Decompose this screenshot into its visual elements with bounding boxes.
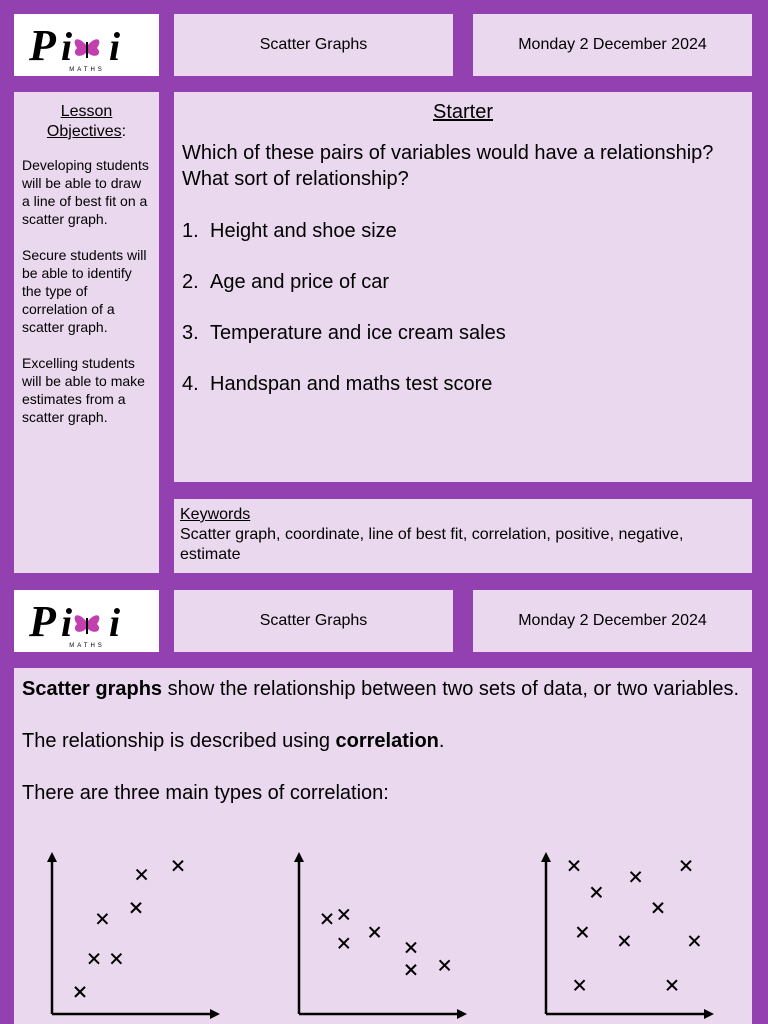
data-point-cross — [75, 987, 85, 997]
correlation-sentence: The relationship is described using correlation. — [22, 730, 445, 752]
objective-developing: Developing students will be able to draw a line of best fit on a scatter graph. — [22, 157, 149, 227]
svg-text:MATHS: MATHS — [68, 67, 105, 73]
positive-correlation-graph — [40, 840, 230, 1024]
svg-text:i: i — [108, 24, 120, 69]
slide2-date: Monday 2 December 2024 — [473, 590, 752, 652]
data-point-cross — [653, 903, 663, 913]
starter-panel — [174, 92, 752, 482]
svg-text:i: i — [108, 600, 120, 645]
no-correlation-graph — [534, 840, 724, 1024]
logo-panel — [14, 14, 159, 76]
keywords-text: Scatter graph, coordinate, line of best fit, correlation, positive, negative, estimate — [180, 526, 684, 563]
data-point-cross — [131, 903, 141, 913]
y-axis-arrow-icon — [294, 852, 304, 862]
data-point-cross — [370, 927, 380, 937]
slide1-title: Scatter Graphs — [174, 14, 453, 76]
y-axis-arrow-icon — [541, 852, 551, 862]
butterfly-icon — [74, 39, 99, 58]
starter-item: 1. Height and shoe size — [182, 220, 397, 242]
starter-item: 4. Handspan and maths test score — [182, 373, 493, 395]
scatter-intro: Scatter graphs show the relationship between two sets of data, or two variables. — [22, 678, 740, 700]
data-point-cross — [681, 861, 691, 871]
data-point-cross — [322, 914, 332, 924]
negative-correlation-graph — [287, 840, 477, 1024]
starter-item: 3. Temperature and ice cream sales — [182, 322, 506, 344]
data-point-cross — [406, 965, 416, 975]
data-point-cross — [667, 980, 677, 990]
data-point-cross — [689, 936, 699, 946]
data-point-cross — [575, 980, 585, 990]
keywords-panel — [174, 499, 752, 573]
data-point-cross — [339, 938, 349, 948]
x-axis-arrow-icon — [457, 1009, 467, 1019]
keywords-heading: Keywords — [180, 506, 251, 523]
starter-question: Which of these pairs of variables would have a relationship? What sort of relationship? — [182, 142, 714, 190]
svg-text:MATHS: MATHS — [68, 643, 105, 649]
slide2-title: Scatter Graphs — [174, 590, 453, 652]
data-point-cross — [569, 861, 579, 871]
data-point-cross — [577, 927, 587, 937]
data-point-cross — [89, 954, 99, 964]
data-point-cross — [173, 861, 183, 871]
pixi-maths-logo — [27, 16, 147, 74]
data-point-cross — [406, 943, 416, 953]
x-axis-arrow-icon — [210, 1009, 220, 1019]
starter-item: 2. Age and price of car — [182, 271, 389, 293]
logo-panel — [14, 590, 159, 652]
data-point-cross — [97, 914, 107, 924]
data-point-cross — [339, 909, 349, 919]
objective-secure: Secure students will be able to identify the type of correlation of a scatter graph. — [22, 247, 147, 335]
data-point-cross — [591, 887, 601, 897]
data-point-cross — [631, 872, 641, 882]
data-point-cross — [137, 870, 147, 880]
data-point-cross — [619, 936, 629, 946]
data-point-cross — [440, 960, 450, 970]
svg-text:i: i — [60, 600, 72, 645]
objective-excelling: Excelling students will be able to make estimates from a scatter graph. — [22, 355, 145, 425]
starter-list — [182, 218, 744, 397]
y-axis-arrow-icon — [47, 852, 57, 862]
starter-heading: Starter — [432, 101, 494, 123]
lesson-objectives-heading: Lesson Objectives: — [46, 103, 127, 140]
svg-text:i: i — [60, 24, 72, 69]
svg-text:P: P — [28, 597, 56, 646]
lesson-objectives-panel — [14, 92, 159, 573]
x-axis-arrow-icon — [704, 1009, 714, 1019]
pixi-maths-logo — [27, 592, 147, 650]
types-sentence: There are three main types of correlation: — [22, 782, 389, 804]
butterfly-icon — [74, 615, 99, 634]
data-point-cross — [111, 954, 121, 964]
svg-text:P: P — [28, 21, 56, 70]
slide1-date: Monday 2 December 2024 — [473, 14, 752, 76]
